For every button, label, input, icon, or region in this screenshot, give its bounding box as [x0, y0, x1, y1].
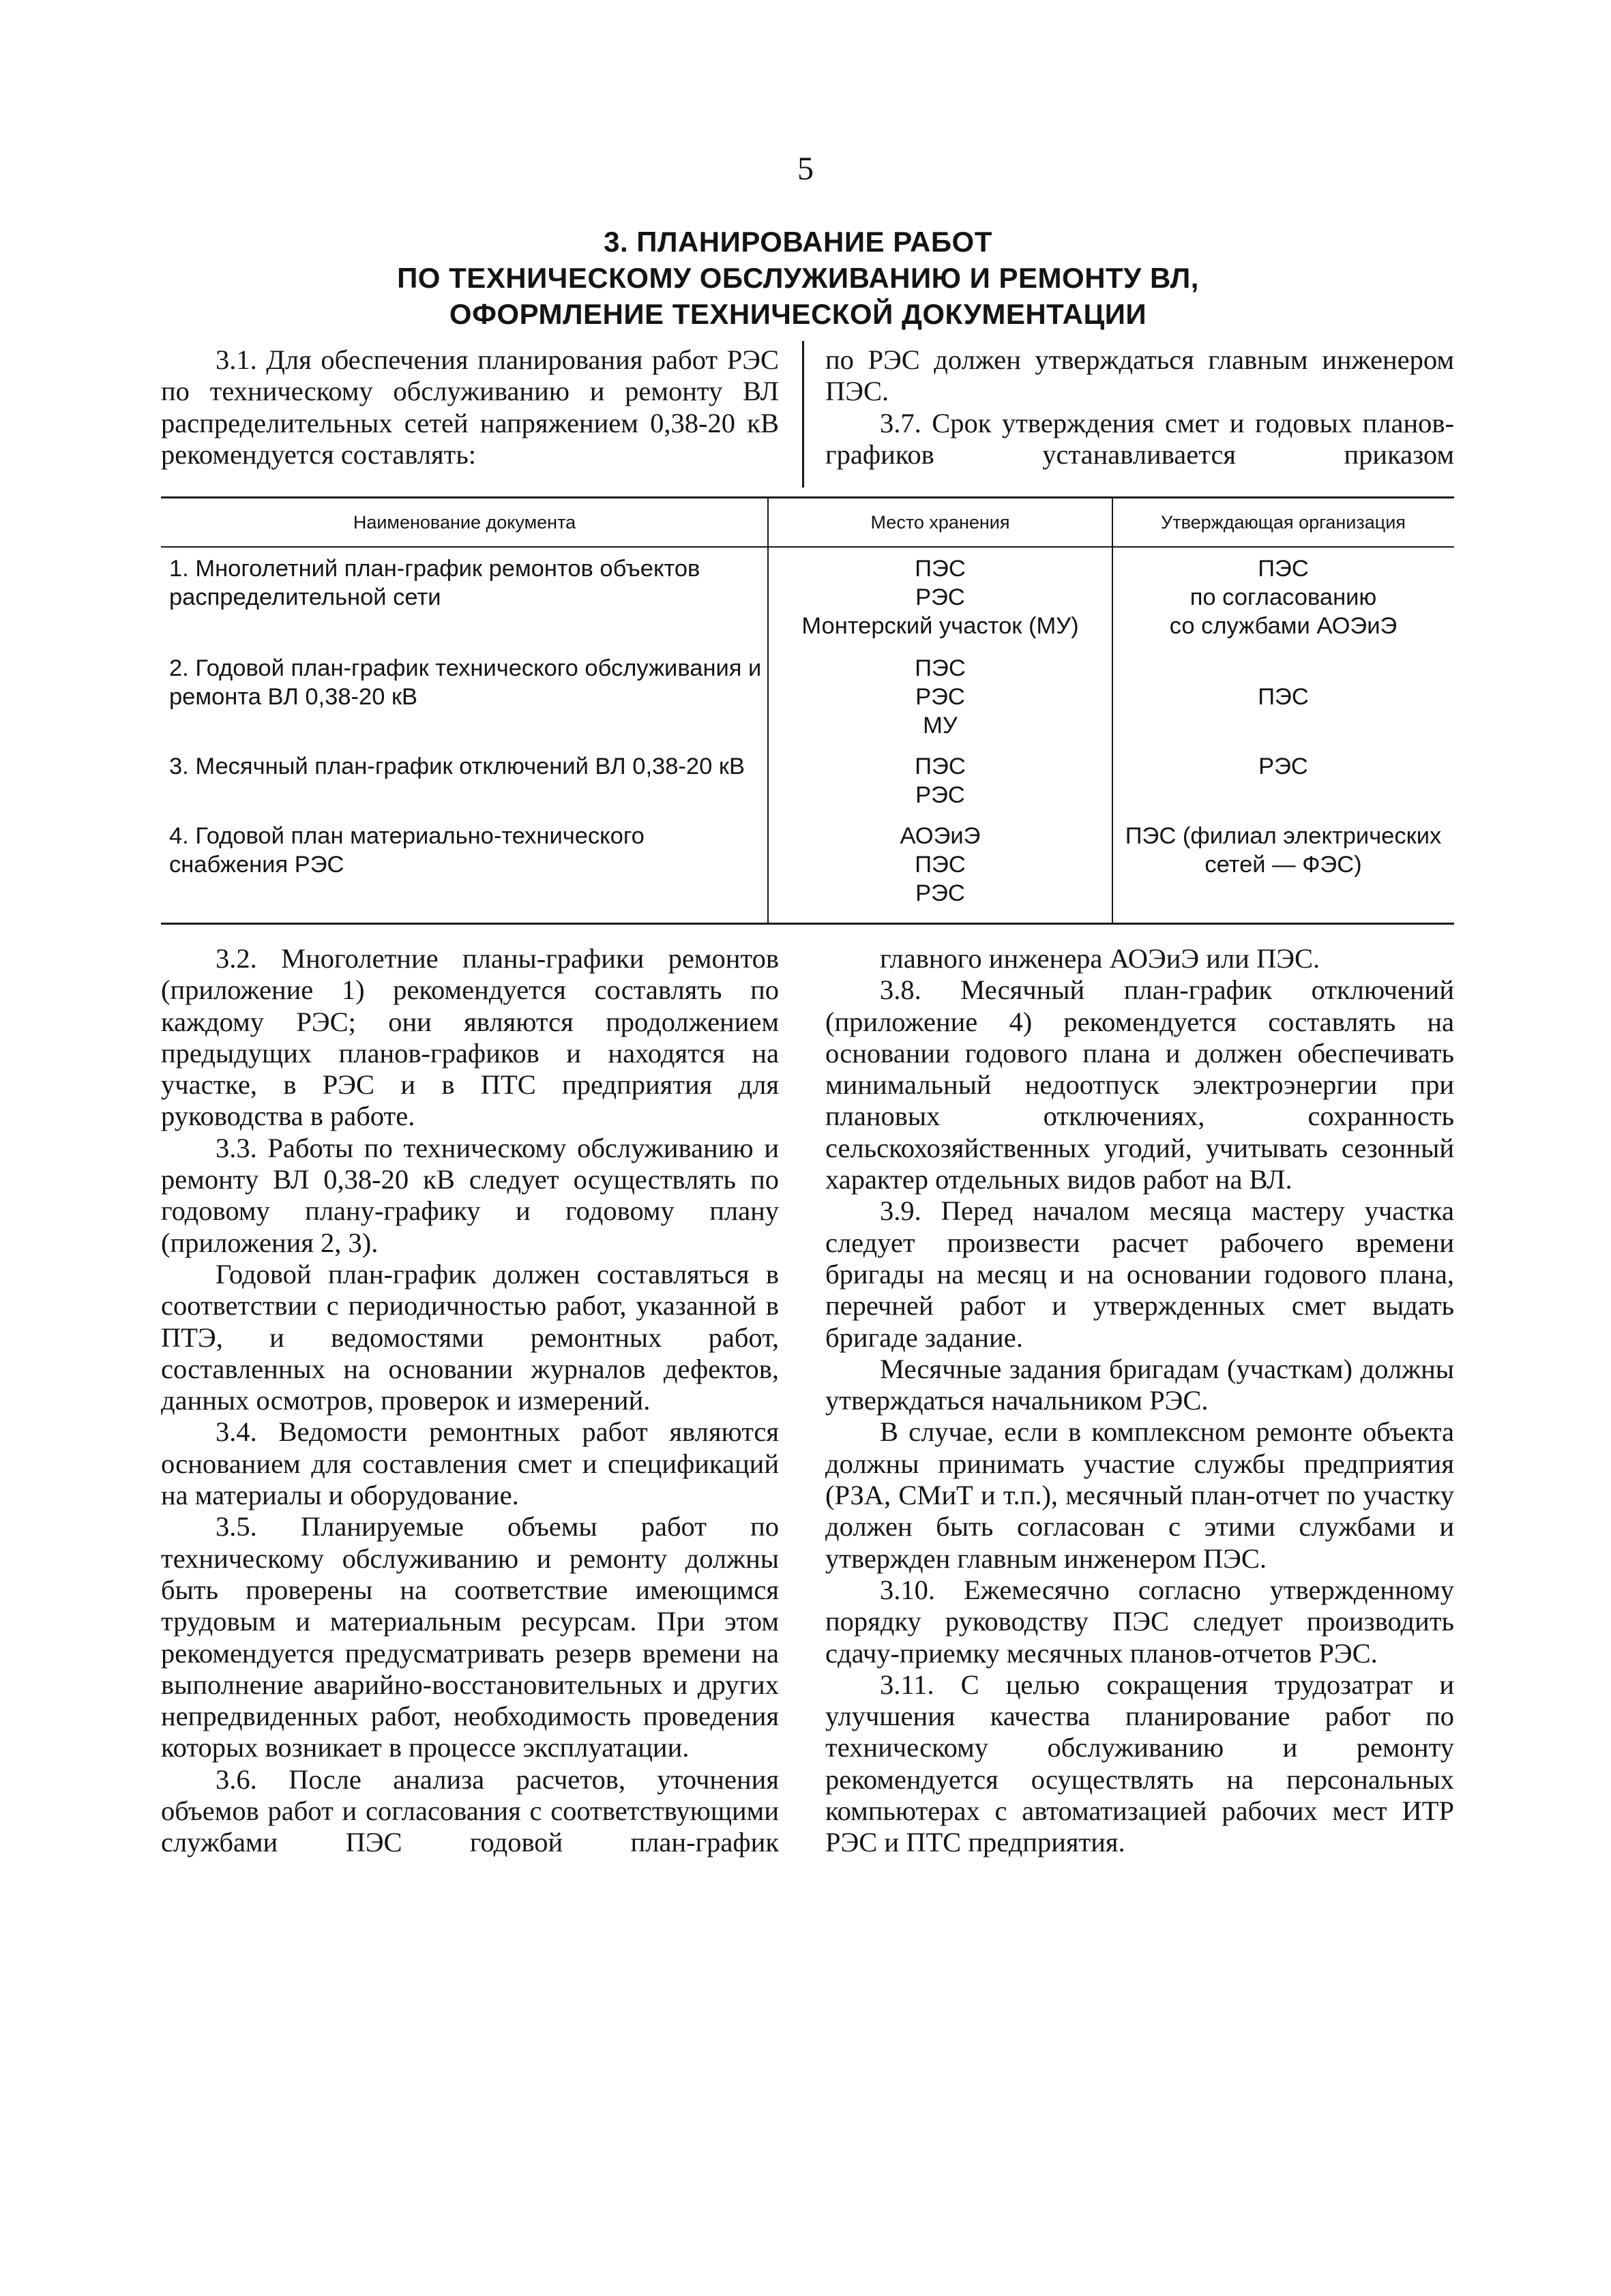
header-storage-place: Место хранения: [870, 512, 1010, 533]
paragraph-3-2: 3.2. Многолетние планы-графики ремонтов (приложение 1) рекомендуется составлять по каждому РЭС; они являются продолжением предыдущих планов-графиков и находятся на участке, в РЭС и в ПТС предприятия для руководства в работе.: [161, 943, 779, 1132]
table-row-4-storage: АОЭиЭ ПЭС РЭС: [900, 823, 981, 906]
chapter-title-line-2: ПО ТЕХНИЧЕСКОМУ ОБСЛУЖИВАНИЮ И РЕМОНТУ ВЛ,: [397, 262, 1199, 294]
main-right-column: [825, 943, 1454, 1859]
paragraph-3-3-continued: Годовой план-график должен составляться в соответствии с периодичностью работ, указанной в ПТЭ, и ведомостями ремонтных работ, составленных на основании журналов дефектов, данных осмотров, проверок и измерений.: [161, 1258, 779, 1416]
paragraph-3-6: 3.6. После анализа расчетов, уточнения объемов работ и согласования с соответствующими службами ПЭС годовой план-график: [161, 1763, 779, 1858]
intro-right-column: [825, 344, 1454, 471]
table-row-2-document: 2. Годовой план-график технического обслуживания и ремонта ВЛ 0,38-20 кВ: [169, 655, 762, 710]
chapter-title: [273, 224, 1323, 332]
table-row-4-document: 4. Годовой план материально-технического снабжения РЭС: [169, 823, 645, 878]
table-row-3-document: 3. Месячный план-график отключений ВЛ 0,38-20 кВ: [169, 754, 745, 779]
paragraph-3-5: 3.5. Планируемые объемы работ по техническому обслуживанию и ремонту должны быть проверены на соответствие имеющимся трудовым и материальным ресурсам. При этом рекомендуется предусматривать резерв времени на выполнение аварийно-восстановительных и других непредвиденных работ, необходимость проведения которых возникает в процессе эксплуатации.: [161, 1511, 779, 1763]
table-row-1-approver: ПЭС по согласованию со службами АОЭиЭ: [1169, 556, 1398, 639]
paragraph-3-7: 3.7. Срок утверждения смет и годовых планов-графиков устанавливается приказом: [825, 407, 1454, 470]
column-divider: [802, 341, 804, 488]
paragraph-3-6-continued: по РЭС должен утверждаться главным инженером ПЭС.: [825, 344, 1454, 407]
table-row-2-approver: ПЭС: [1258, 684, 1309, 710]
table-row-1-storage: ПЭС РЭС Монтерский участок (МУ): [801, 556, 1079, 639]
paragraph-3-10: 3.10. Ежемесячно согласно утвержденному порядку руководству ПЭС следует производить сдачу-приемку месячных планов-отчетов РЭС.: [825, 1574, 1454, 1669]
paragraph-3-4: 3.4. Ведомости ремонтных работ являются основанием для составления смет и спецификаций на материалы и оборудование.: [161, 1416, 779, 1511]
intro-left-column: [161, 344, 779, 471]
documents-table: [161, 496, 1454, 925]
table-row-4-approver: ПЭС (филиал электрических сетей — ФЭС): [1125, 823, 1442, 878]
chapter-title-line-3: ОФОРМЛЕНИЕ ТЕХНИЧЕСКОЙ ДОКУМЕНТАЦИИ: [449, 298, 1147, 330]
paragraph-3-8: 3.8. Месячный план-график отключений (приложение 4) рекомендуется составлять на основании годового плана и должен обеспечивать минимальный недоотпуск электроэнергии при плановых отключениях, сохранность сельскохозяйственных угодий, учитывать сезонный характер отдельных видов работ на ВЛ.: [825, 974, 1454, 1195]
main-left-column: [161, 943, 779, 1859]
table-row-2-storage: ПЭС РЭС МУ: [915, 655, 966, 739]
table-row-3-storage: ПЭС РЭС: [915, 754, 966, 808]
chapter-title-line-1: 3. ПЛАНИРОВАНИЕ РАБОТ: [604, 226, 992, 258]
table-row-1-document: 1. Многолетний план-график ремонтов объектов распределительной сети: [169, 556, 700, 610]
page-number: 5: [797, 151, 814, 187]
paragraph-3-1: 3.1. Для обеспечения планирования работ РЭС по техническому обслуживанию и ремонту ВЛ распределительных сетей напряжением 0,38-20 кВ рекомендуется составлять:: [161, 344, 779, 470]
paragraph-3-9-services: В случае, если в комплексном ремонте объекта должны принимать участие службы предприятия (РЗА, СМиТ и т.п.), месячный план-отчет по участку должен быть согласован с этими службами и утвержден главным инженером ПЭС.: [825, 1416, 1454, 1574]
paragraph-3-11: 3.11. С целью сокращения трудозатрат и улучшения качества планирование работ по техническому обслуживанию и ремонту рекомендуется осуществлять на персональных компьютерах с автоматизацией рабочих мест ИТР РЭС и ПТС предприятия.: [825, 1669, 1454, 1858]
header-approving-organization: Утверждающая организация: [1161, 512, 1406, 533]
paragraph-3-9-tasks: Месячные задания бригадам (участкам) должны утверждаться начальником РЭС.: [825, 1353, 1454, 1416]
paragraph-3-7-continued: главного инженера АОЭиЭ или ПЭС.: [880, 943, 1320, 974]
paragraph-3-9: 3.9. Перед началом месяца мастеру участка следует произвести расчет рабочего времени бригады на месяц и на основании годового плана, перечней работ и утвержденных смет выдать бригаде задание.: [825, 1195, 1454, 1353]
header-document-name: Наименование документа: [353, 512, 576, 533]
paragraph-3-3: 3.3. Работы по техническому обслуживанию и ремонту ВЛ 0,38-20 кВ следует осуществлять по годовому плану-графику и годовому плану (приложения 2, 3).: [161, 1132, 779, 1258]
table-header-row: [161, 498, 1454, 548]
table-row-3-approver: РЭС: [1258, 754, 1308, 779]
